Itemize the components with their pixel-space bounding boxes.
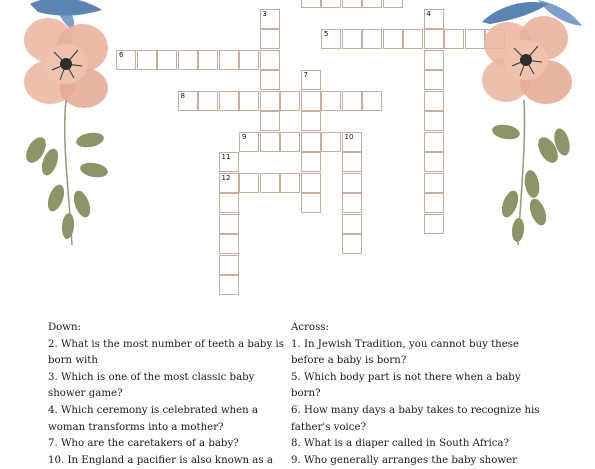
crossword-cell[interactable]	[321, 29, 341, 49]
crossword-cell[interactable]	[219, 234, 239, 254]
crossword-cell[interactable]	[178, 91, 198, 111]
crossword-cell[interactable]	[424, 50, 444, 70]
crossword-cell[interactable]	[260, 29, 280, 49]
crossword-cell[interactable]	[219, 91, 239, 111]
crossword-cell[interactable]	[260, 111, 280, 131]
crossword-cell[interactable]	[178, 50, 198, 70]
clue-number: 3	[262, 9, 267, 18]
down-clue-line: 7. Who are the caretakers of a baby?	[48, 438, 239, 450]
crossword-cell[interactable]	[260, 50, 280, 70]
clue-number: 9	[242, 132, 247, 141]
down-clue-line: shower game?	[48, 388, 123, 400]
crossword-cell[interactable]	[321, 132, 341, 152]
across-clue-line: 9. Who generally arranges the baby shower	[291, 454, 517, 466]
crossword-cell[interactable]	[239, 173, 259, 193]
crossword-cell[interactable]	[157, 50, 177, 70]
down-clue-line: woman transforms into a mother?	[48, 421, 224, 433]
across-clue-line: father's voice?	[291, 421, 367, 433]
down-clue-line: 4. Which ceremony is celebrated when a	[48, 404, 259, 416]
clue-number: 4	[426, 9, 431, 18]
crossword-cell[interactable]	[321, 91, 341, 111]
crossword-cell[interactable]	[424, 70, 444, 90]
crossword-cell[interactable]	[424, 9, 444, 29]
crossword-cell[interactable]	[260, 173, 280, 193]
crossword-cell[interactable]	[321, 0, 341, 8]
down-clue-line: 10. In England a pacifier is also known as a	[48, 454, 273, 466]
crossword-cell[interactable]	[260, 9, 280, 29]
crossword-cell[interactable]	[424, 29, 444, 49]
crossword-cell[interactable]	[342, 193, 362, 213]
crossword-cell[interactable]	[444, 29, 464, 49]
clue-number: 11	[221, 153, 231, 161]
clue-number: 8	[180, 91, 185, 100]
watercolor-flower-icon	[482, 16, 572, 104]
across-clue-line: 5. Which body part is not there when a baby	[291, 371, 521, 383]
crossword-cell[interactable]	[403, 29, 423, 49]
down-heading: Down:	[48, 322, 82, 333]
crossword-cell[interactable]	[280, 173, 300, 193]
crossword-cell[interactable]	[301, 70, 321, 90]
crossword-cell[interactable]	[301, 111, 321, 131]
crossword-cell[interactable]	[219, 275, 239, 295]
crossword-cell[interactable]	[219, 173, 239, 193]
clue-number: 6	[119, 50, 124, 59]
crossword-cell[interactable]	[280, 132, 300, 152]
clue-number: 10	[344, 132, 354, 141]
crossword-cell[interactable]	[424, 91, 444, 111]
across-clue-line: 1. In Jewish Tradition, you cannot buy these	[291, 338, 520, 350]
crossword-cell[interactable]	[219, 50, 239, 70]
crossword-cell[interactable]	[198, 91, 218, 111]
across-clue-line: 8. What is a diaper called in South Africa?	[291, 438, 509, 450]
crossword-cell[interactable]	[280, 91, 300, 111]
crossword-cell[interactable]	[383, 29, 403, 49]
across-clues	[291, 320, 541, 469]
down-clue-line: born with	[48, 355, 98, 367]
crossword-cell[interactable]	[219, 193, 239, 213]
crossword-cell[interactable]	[198, 50, 218, 70]
across-heading: Across:	[291, 322, 329, 333]
down-clues	[48, 320, 298, 469]
crossword-cell[interactable]	[301, 132, 321, 152]
crossword-cell[interactable]	[342, 29, 362, 49]
leaf-branch-icon	[491, 100, 572, 245]
crossword-cell[interactable]	[239, 132, 259, 152]
crossword-cell[interactable]	[383, 0, 403, 8]
leaf-branch-icon	[22, 100, 109, 245]
watercolor-flower-icon	[24, 18, 108, 108]
crossword-cell[interactable]	[219, 255, 239, 275]
crossword-cell[interactable]	[301, 91, 321, 111]
crossword-cell[interactable]	[342, 132, 362, 152]
crossword-cell[interactable]	[424, 152, 444, 172]
crossword-cell[interactable]	[362, 91, 382, 111]
crossword-cell[interactable]	[424, 214, 444, 234]
crossword-cell[interactable]	[301, 152, 321, 172]
crossword-cell[interactable]	[260, 91, 280, 111]
crossword-cell[interactable]	[362, 29, 382, 49]
across-clue-line: before a baby is born?	[291, 355, 407, 367]
left-flower-decoration	[10, 0, 120, 250]
across-clue-line: 6. How many days a baby takes to recognize his	[291, 404, 540, 416]
crossword-cell[interactable]	[260, 132, 280, 152]
crossword-cell[interactable]	[424, 111, 444, 131]
right-flower-decoration	[478, 0, 588, 250]
crossword-cell[interactable]	[239, 91, 259, 111]
crossword-cell[interactable]	[424, 132, 444, 152]
clue-number: 7	[303, 71, 308, 79]
crossword-cell[interactable]	[260, 70, 280, 90]
crossword-cell[interactable]	[362, 0, 382, 8]
crossword-cell[interactable]	[342, 234, 362, 254]
clue-number: 12	[221, 173, 231, 182]
crossword-cell[interactable]	[239, 50, 259, 70]
clue-number: 5	[324, 30, 329, 38]
crossword-cell[interactable]	[342, 91, 362, 111]
crossword-cell[interactable]	[219, 152, 239, 172]
down-clue-line: 3. Which is one of the most classic baby	[48, 371, 255, 383]
crossword-cell[interactable]	[342, 173, 362, 193]
crossword-cell[interactable]	[342, 0, 362, 8]
crossword-cell[interactable]	[424, 173, 444, 193]
across-clue-line: born?	[291, 388, 321, 400]
crossword-cell[interactable]	[342, 214, 362, 234]
crossword-cell[interactable]	[301, 0, 321, 8]
crossword-cell[interactable]	[301, 193, 321, 213]
crossword-cell[interactable]	[219, 214, 239, 234]
crossword-cell[interactable]	[342, 152, 362, 172]
down-clue-line: 2. What is the most number of teeth a baby is	[48, 338, 284, 350]
crossword-cell[interactable]	[301, 173, 321, 193]
crossword-cell[interactable]	[137, 50, 157, 70]
crossword-cell[interactable]	[424, 193, 444, 213]
